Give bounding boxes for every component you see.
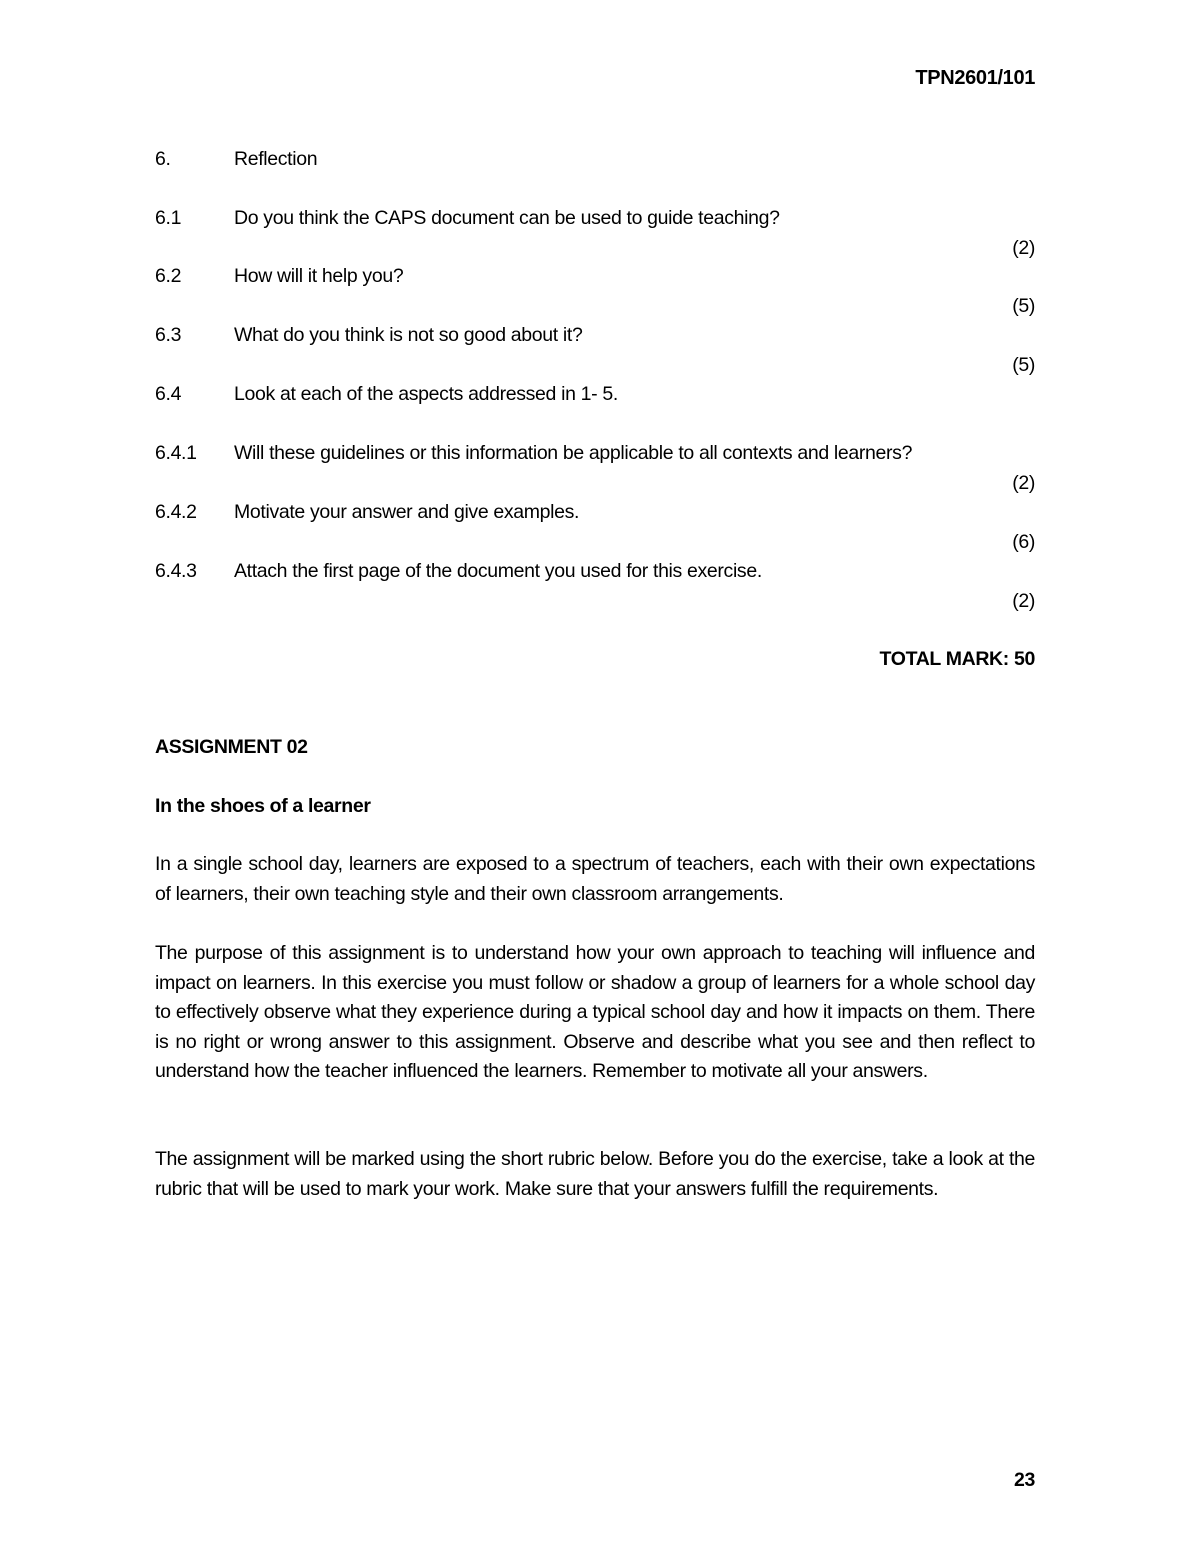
question-text: How will it help you?: [234, 265, 404, 287]
document-code: TPN2601/101: [915, 67, 1035, 89]
assignment-subheading: In the shoes of a learner: [155, 795, 371, 817]
question-mark: (2): [1012, 237, 1035, 259]
question-number: 6.4.2: [155, 501, 197, 523]
question-mark: (2): [1012, 590, 1035, 612]
question-mark: (2): [1012, 472, 1035, 494]
question-mark: (6): [1012, 531, 1035, 553]
assignment-heading: ASSIGNMENT 02: [155, 736, 308, 758]
question-mark: (5): [1012, 354, 1035, 376]
question-number: 6.1: [155, 207, 182, 229]
question-text: Will these guidelines or this information be applicable to all contexts and learners?: [234, 442, 913, 464]
assignment-paragraph: In a single school day, learners are exposed to a spectrum of teachers, each with their own expectations of learners, their own teaching style and their own classroom arrangements.: [155, 853, 1035, 905]
question-number: 6.4.3: [155, 560, 197, 582]
section-number: 6.: [155, 148, 171, 170]
question-number: 6.4: [155, 383, 182, 405]
question-text: Do you think the CAPS document can be used to guide teaching?: [234, 207, 780, 229]
question-mark: (5): [1012, 295, 1035, 317]
assignment-paragraph: The purpose of this assignment is to understand how your own approach to teaching will influence and impact on learners. In this exercise you must follow or shadow a group of learners for a whole school day to effectively observe what they experience during a typical school day and how it impacts on them. There is no right or wrong answer to this assignment. Observe and describe what you see and then reflect to understand how the teacher influenced the learners. Remember to motivate all your answers.: [155, 942, 1035, 1082]
total-mark: TOTAL MARK: 50: [879, 648, 1035, 670]
assignment-paragraph: The assignment will be marked using the short rubric below. Before you do the exercise, take a look at the rubric that will be used to mark your work. Make sure that your answers fulfill the requirements.: [155, 1148, 1035, 1200]
question-number: 6.4.1: [155, 442, 197, 464]
question-text: What do you think is not so good about it?: [234, 324, 583, 346]
question-text: Motivate your answer and give examples.: [234, 501, 580, 523]
question-text: Attach the first page of the document you used for this exercise.: [234, 560, 762, 582]
question-number: 6.2: [155, 265, 182, 287]
section-title: Reflection: [234, 148, 318, 170]
question-number: 6.3: [155, 324, 182, 346]
question-text: Look at each of the aspects addressed in 1- 5.: [234, 383, 618, 405]
page-number: 23: [1014, 1469, 1035, 1491]
